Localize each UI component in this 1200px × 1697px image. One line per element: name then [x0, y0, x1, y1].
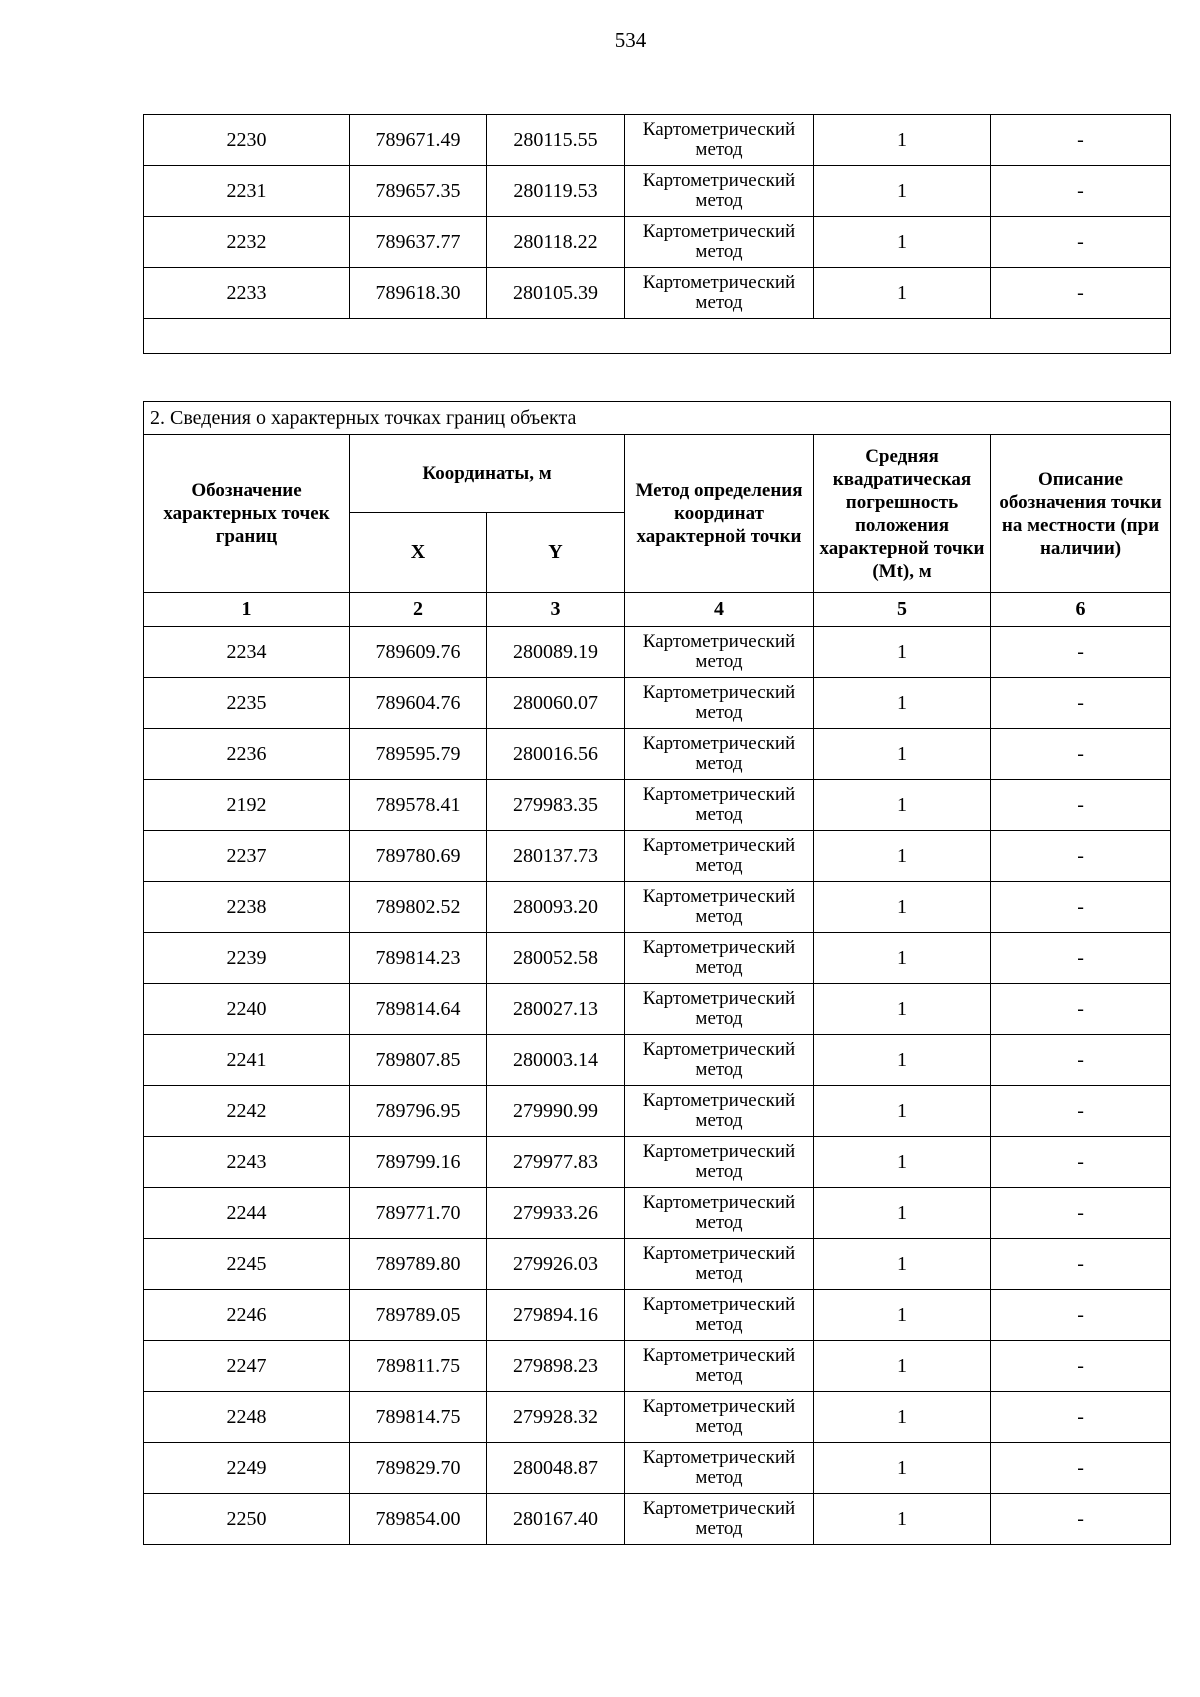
cell-method: Картометрический метод — [625, 1290, 814, 1341]
column-number: 2 — [350, 593, 487, 627]
cell-x: 789814.75 — [350, 1392, 487, 1443]
cell-description: - — [991, 1137, 1171, 1188]
column-number: 3 — [487, 593, 625, 627]
cell-point: 2236 — [144, 729, 350, 780]
cell-mean-error: 1 — [814, 1137, 991, 1188]
cell-point: 2246 — [144, 1290, 350, 1341]
cell-y: 279933.26 — [487, 1188, 625, 1239]
cell-y: 280167.40 — [487, 1494, 625, 1545]
table-row — [144, 984, 1171, 1035]
cell-mean-error: 1 — [814, 1392, 991, 1443]
cell-y: 280137.73 — [487, 831, 625, 882]
cell-mean-error: 1 — [814, 115, 991, 166]
cell-x: 789771.70 — [350, 1188, 487, 1239]
table-row — [144, 1188, 1171, 1239]
cell-method: Картометрический метод — [625, 831, 814, 882]
table-body — [144, 627, 1171, 1545]
cell-y: 279928.32 — [487, 1392, 625, 1443]
cell-mean-error: 1 — [814, 933, 991, 984]
empty-cell — [144, 319, 1171, 354]
cell-y: 279990.99 — [487, 1086, 625, 1137]
cell-point: 2238 — [144, 882, 350, 933]
cell-x: 789799.16 — [350, 1137, 487, 1188]
table-row — [144, 217, 1171, 268]
cell-x: 789604.76 — [350, 678, 487, 729]
coordinates-table-continuation — [143, 114, 1171, 354]
cell-x: 789789.80 — [350, 1239, 487, 1290]
table-row — [144, 882, 1171, 933]
cell-description: - — [991, 729, 1171, 780]
table-row — [144, 627, 1171, 678]
cell-y: 280089.19 — [487, 627, 625, 678]
cell-method: Картометрический метод — [625, 729, 814, 780]
cell-point: 2241 — [144, 1035, 350, 1086]
table-body — [144, 115, 1171, 354]
cell-mean-error: 1 — [814, 729, 991, 780]
cell-description: - — [991, 268, 1171, 319]
cell-method: Картометрический метод — [625, 1086, 814, 1137]
cell-point: 2243 — [144, 1137, 350, 1188]
cell-point: 2235 — [144, 678, 350, 729]
cell-method: Картометрический метод — [625, 882, 814, 933]
cell-point: 2248 — [144, 1392, 350, 1443]
cell-x: 789796.95 — [350, 1086, 487, 1137]
cell-description: - — [991, 1443, 1171, 1494]
column-number-row — [144, 593, 1171, 627]
table-row — [144, 1137, 1171, 1188]
cell-y: 280118.22 — [487, 217, 625, 268]
cell-description: - — [991, 1290, 1171, 1341]
table-row — [144, 729, 1171, 780]
cell-y: 279926.03 — [487, 1239, 625, 1290]
cell-mean-error: 1 — [814, 1341, 991, 1392]
cell-point: 2233 — [144, 268, 350, 319]
cell-y: 280048.87 — [487, 1443, 625, 1494]
table-row — [144, 1239, 1171, 1290]
table-row — [144, 1494, 1171, 1545]
table-row — [144, 166, 1171, 217]
cell-description: - — [991, 1188, 1171, 1239]
header-coordinates: Координаты, м — [350, 435, 625, 513]
table-row — [144, 1392, 1171, 1443]
cell-x: 789578.41 — [350, 780, 487, 831]
cell-point: 2231 — [144, 166, 350, 217]
cell-method: Картометрический метод — [625, 1443, 814, 1494]
cell-description: - — [991, 882, 1171, 933]
cell-mean-error: 1 — [814, 882, 991, 933]
cell-y: 280115.55 — [487, 115, 625, 166]
cell-method: Картометрический метод — [625, 1392, 814, 1443]
cell-y: 279977.83 — [487, 1137, 625, 1188]
cell-description: - — [991, 1341, 1171, 1392]
cell-method: Картометрический метод — [625, 1035, 814, 1086]
cell-method: Картометрический метод — [625, 1239, 814, 1290]
cell-x: 789671.49 — [350, 115, 487, 166]
cell-mean-error: 1 — [814, 1188, 991, 1239]
cell-method: Картометрический метод — [625, 1188, 814, 1239]
cell-description: - — [991, 627, 1171, 678]
table-row — [144, 678, 1171, 729]
cell-mean-error: 1 — [814, 1290, 991, 1341]
cell-x: 789811.75 — [350, 1341, 487, 1392]
cell-mean-error: 1 — [814, 780, 991, 831]
section-title: 2. Сведения о характерных точках границ объекта — [144, 402, 1171, 435]
cell-x: 789595.79 — [350, 729, 487, 780]
cell-method: Картометрический метод — [625, 627, 814, 678]
cell-point: 2244 — [144, 1188, 350, 1239]
table-row — [144, 831, 1171, 882]
cell-description: - — [991, 984, 1171, 1035]
column-number: 1 — [144, 593, 350, 627]
cell-point: 2234 — [144, 627, 350, 678]
cell-x: 789609.76 — [350, 627, 487, 678]
table-row — [144, 1086, 1171, 1137]
cell-method: Картометрический метод — [625, 268, 814, 319]
cell-point: 2230 — [144, 115, 350, 166]
cell-description: - — [991, 166, 1171, 217]
boundary-points-table — [143, 401, 1171, 1545]
cell-method: Картометрический метод — [625, 933, 814, 984]
cell-mean-error: 1 — [814, 268, 991, 319]
cell-description: - — [991, 831, 1171, 882]
header-method: Метод определения координат характерной точки — [625, 435, 814, 593]
table-row — [144, 115, 1171, 166]
cell-mean-error: 1 — [814, 1035, 991, 1086]
cell-method: Картометрический метод — [625, 678, 814, 729]
cell-x: 789780.69 — [350, 831, 487, 882]
table-row — [144, 1290, 1171, 1341]
cell-mean-error: 1 — [814, 1086, 991, 1137]
cell-point: 2245 — [144, 1239, 350, 1290]
cell-y: 280060.07 — [487, 678, 625, 729]
cell-x: 789637.77 — [350, 217, 487, 268]
cell-method: Картометрический метод — [625, 984, 814, 1035]
cell-method: Картометрический метод — [625, 1137, 814, 1188]
cell-description: - — [991, 1392, 1171, 1443]
cell-y: 280105.39 — [487, 268, 625, 319]
table-row — [144, 1035, 1171, 1086]
cell-mean-error: 1 — [814, 1443, 991, 1494]
cell-mean-error: 1 — [814, 1239, 991, 1290]
cell-description: - — [991, 1086, 1171, 1137]
cell-description: - — [991, 678, 1171, 729]
empty-row — [144, 319, 1171, 354]
header-description: Описание обозначения точки на местности (при наличии) — [991, 435, 1171, 593]
cell-y: 280052.58 — [487, 933, 625, 984]
cell-description: - — [991, 1239, 1171, 1290]
cell-point: 2249 — [144, 1443, 350, 1494]
header-x: X — [350, 513, 487, 593]
column-number: 6 — [991, 593, 1171, 627]
cell-mean-error: 1 — [814, 831, 991, 882]
cell-description: - — [991, 217, 1171, 268]
cell-y: 279894.16 — [487, 1290, 625, 1341]
cell-mean-error: 1 — [814, 1494, 991, 1545]
cell-description: - — [991, 780, 1171, 831]
cell-description: - — [991, 1035, 1171, 1086]
header-y: Y — [487, 513, 625, 593]
cell-y: 279898.23 — [487, 1341, 625, 1392]
cell-point: 2250 — [144, 1494, 350, 1545]
table-row — [144, 780, 1171, 831]
cell-point: 2242 — [144, 1086, 350, 1137]
cell-mean-error: 1 — [814, 217, 991, 268]
cell-method: Картометрический метод — [625, 217, 814, 268]
cell-x: 789657.35 — [350, 166, 487, 217]
cell-y: 279983.35 — [487, 780, 625, 831]
cell-y: 280016.56 — [487, 729, 625, 780]
cell-y: 280093.20 — [487, 882, 625, 933]
table-row — [144, 933, 1171, 984]
cell-mean-error: 1 — [814, 627, 991, 678]
cell-point: 2247 — [144, 1341, 350, 1392]
cell-method: Картометрический метод — [625, 780, 814, 831]
cell-x: 789814.64 — [350, 984, 487, 1035]
cell-point: 2232 — [144, 217, 350, 268]
column-number: 4 — [625, 593, 814, 627]
cell-x: 789814.23 — [350, 933, 487, 984]
page-number: 534 — [614, 28, 647, 52]
cell-mean-error: 1 — [814, 984, 991, 1035]
table-row — [144, 268, 1171, 319]
cell-description: - — [991, 933, 1171, 984]
cell-description: - — [991, 1494, 1171, 1545]
cell-point: 2240 — [144, 984, 350, 1035]
cell-method: Картометрический метод — [625, 1341, 814, 1392]
cell-point: 2239 — [144, 933, 350, 984]
cell-method: Картометрический метод — [625, 166, 814, 217]
header-point-designation: Обозначение характерных точек границ — [144, 435, 350, 593]
cell-point: 2237 — [144, 831, 350, 882]
header-mean-error: Средняя квадратическая погрешность положения характерной точки (Mt), м — [814, 435, 991, 593]
cell-mean-error: 1 — [814, 166, 991, 217]
cell-y: 280027.13 — [487, 984, 625, 1035]
cell-y: 280003.14 — [487, 1035, 625, 1086]
cell-method: Картометрический метод — [625, 1494, 814, 1545]
cell-description: - — [991, 115, 1171, 166]
column-number: 5 — [814, 593, 991, 627]
cell-point: 2192 — [144, 780, 350, 831]
cell-mean-error: 1 — [814, 678, 991, 729]
cell-x: 789802.52 — [350, 882, 487, 933]
cell-x: 789854.00 — [350, 1494, 487, 1545]
cell-method: Картометрический метод — [625, 115, 814, 166]
table-row — [144, 1443, 1171, 1494]
table-row — [144, 1341, 1171, 1392]
cell-y: 280119.53 — [487, 166, 625, 217]
cell-x: 789789.05 — [350, 1290, 487, 1341]
cell-x: 789807.85 — [350, 1035, 487, 1086]
cell-x: 789829.70 — [350, 1443, 487, 1494]
cell-x: 789618.30 — [350, 268, 487, 319]
